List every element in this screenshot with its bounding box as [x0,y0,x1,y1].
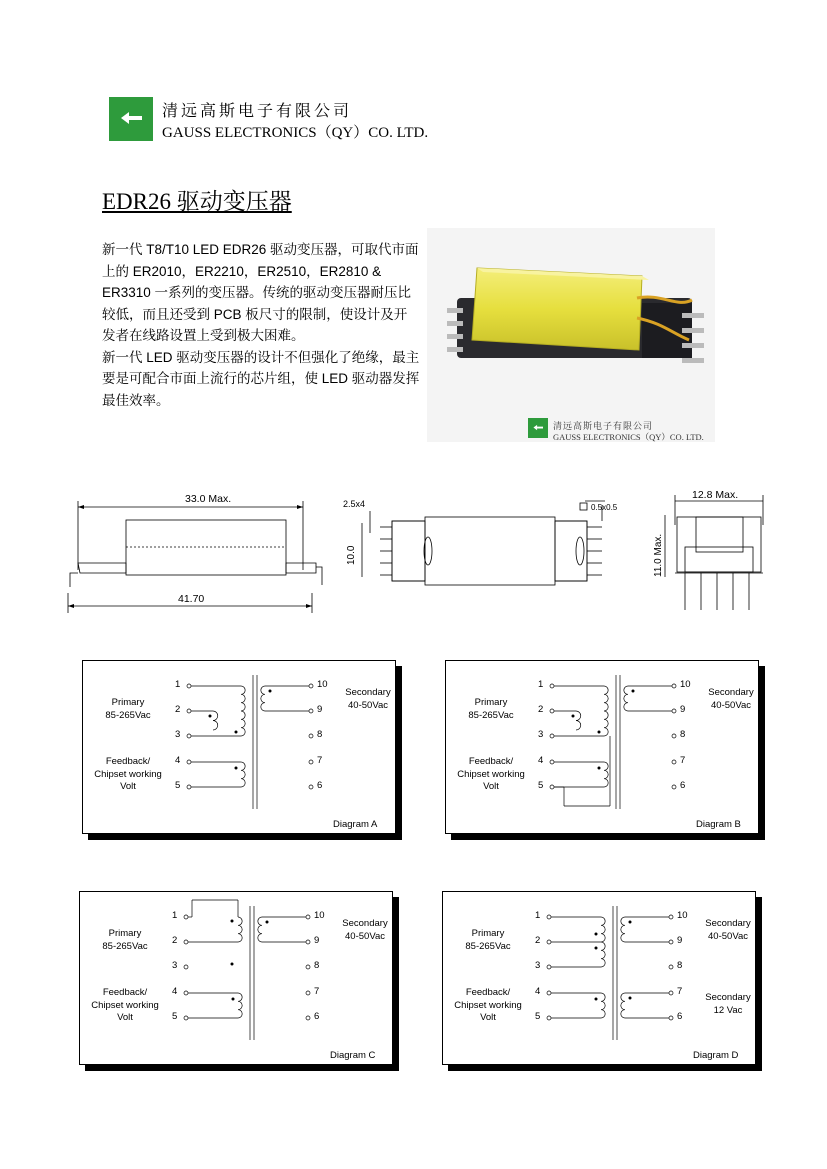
polarity-dot [595,947,598,950]
photo-watermark-en: GAUSS ELECTRONICS（QY）CO. LTD. [553,432,704,442]
pin-number-right: 7 [680,755,686,766]
company-logo [109,97,153,141]
pin-number-left: 2 [538,704,544,715]
winding-coil [604,686,608,736]
polarity-dot [629,997,632,1000]
pin-number-left: 3 [172,960,178,971]
diagram-panel [79,891,393,1065]
pin-number-left: 1 [172,910,178,921]
winding-coil [601,917,605,967]
pin-pitch-dim: 2.5x4 [343,499,366,509]
primary-label-line: Primary [111,697,145,708]
wiring-diagram-d [442,891,764,1073]
primary-label [453,928,523,953]
polarity-dot [235,731,238,734]
intro-text [102,239,420,411]
end-width-dim: 12.8 Max. [692,489,739,501]
secondary-label-line: 40-50Vac [348,699,388,711]
primary-label-line: Primary [471,928,505,939]
pin-number-right: 9 [680,704,686,715]
feedback-label [87,756,169,794]
side-top-dim: 33.0 Max. [185,493,232,505]
primary-label-line: 85-265Vac [105,709,151,721]
winding-coil [624,686,628,711]
secondary-label-line: 40-50Vac [711,699,751,711]
pin-number-right: 8 [317,729,323,740]
polarity-dot [632,690,635,693]
pin-terminal [309,760,313,764]
feedback-label-line: Feedback/ [468,756,514,767]
primary-label-line: Primary [108,928,142,939]
diagram-title: Diagram B [696,819,741,830]
secondary-label-line: Secondary [342,918,388,929]
pin-number-left: 5 [538,780,544,791]
pin-terminal [669,940,673,944]
pin-number-left: 5 [175,780,181,791]
pin-number-right: 8 [677,960,683,971]
polarity-dot [269,690,272,693]
polarity-dot [232,998,235,1001]
secondary-label-line: 40-50Vac [708,930,748,942]
pin-number-right: 9 [677,935,683,946]
primary-label-line: 85-265Vac [102,940,148,952]
side-bottom-dim: 41.70 [178,593,205,605]
feedback-label-line: Volt [480,1012,496,1023]
pin-number-left: 4 [538,755,544,766]
pin-number-left: 2 [175,704,181,715]
pin-number-right: 6 [314,1011,320,1022]
product-photo [427,228,715,442]
pin-number-right: 8 [680,729,686,740]
feedback-label-line: Feedback/ [102,987,148,998]
pin-number-right: 9 [317,704,323,715]
pin-number-right: 10 [317,679,328,690]
winding-coil [241,686,245,736]
wiring-diagram-a [82,660,404,842]
pin-terminal [187,785,191,789]
pin-number-left: 4 [535,986,541,997]
winding-coil [621,993,625,1018]
pin-terminal [550,734,554,738]
pin-number-left: 3 [538,729,544,740]
pin-terminal [672,684,676,688]
intro-paragraph-1: 新一代 T8/T10 LED EDR26 驱动变压器，可取代市面上的 ER2010，ER2210，ER2510，ER2810 & ER3310 一系列的变压器。传统的驱动变压器耐压比较低，而且还受到 PCB 板尺寸的限制，使设计及开发者在线路设置上受到极大困难。 [102,242,419,343]
pin-terminal [187,709,191,713]
primary-label [90,928,160,953]
pin-number-right: 7 [314,986,320,997]
pin-terminal [672,785,676,789]
pin-terminal [306,965,310,969]
winding-coil [576,711,581,730]
pin-terminal [184,940,188,944]
polarity-dot [598,767,601,770]
pin-number-left: 5 [535,1011,541,1022]
transformer-image [427,228,715,442]
feedback-label-line: Chipset working [454,999,522,1011]
polarity-dot [231,920,234,923]
pin-terminal [550,684,554,688]
primary-label [93,697,163,722]
end-height-dim: 11.0 Max. [653,533,664,577]
secondary-label [697,918,759,943]
pin-number-right: 7 [317,755,323,766]
photo-watermark-cn: 清远高斯电子有限公司 [553,422,654,432]
pin-size-dim: 0.5x0.5 [591,503,618,512]
diagram-title: Diagram A [333,819,378,830]
secondary-label [334,918,396,943]
company-name-en: GAUSS ELECTRONICS（QY）CO. LTD. [162,125,429,141]
diagram-panel [442,891,756,1065]
winding-coil [601,993,605,1018]
pin-number-left: 1 [538,679,544,690]
wiring-diagram-c [79,891,401,1073]
pin-terminal [550,709,554,713]
pin-terminal [547,991,551,995]
primary-label-line: 85-265Vac [465,940,511,952]
pin-terminal [547,965,551,969]
feedback-label-line: Volt [117,1012,133,1023]
pin-terminal [309,709,313,713]
pin-terminal [547,1016,551,1020]
pin-terminal [187,734,191,738]
top-view-drawing [340,493,630,593]
winding-coil [621,917,625,942]
polarity-dot [209,715,212,718]
winding-coil [238,917,242,942]
winding-coil [261,686,265,711]
secondary-2-label-line: 12 Vac [713,1004,743,1016]
pin-number-right: 9 [314,935,320,946]
secondary-label-line: Secondary [705,918,751,929]
pin-number-left: 5 [172,1011,178,1022]
pin-number-right: 6 [680,780,686,791]
secondary-label [700,687,762,712]
pin-terminal [309,684,313,688]
arrow-left-icon [528,418,548,438]
pin-terminal [184,991,188,995]
pin-terminal [672,760,676,764]
secondary-label-line: Secondary [345,687,391,698]
pin-number-left: 2 [535,935,541,946]
pin-number-left: 1 [175,679,181,690]
pin-terminal [306,1016,310,1020]
pin-terminal [306,991,310,995]
pin-number-left: 3 [175,729,181,740]
winding-coil [258,917,262,942]
feedback-label [447,987,529,1025]
pin-number-right: 7 [677,986,683,997]
pin-terminal [184,965,188,969]
polarity-dot [266,921,269,924]
polarity-dot [629,921,632,924]
feedback-label-line: Feedback/ [105,756,151,767]
pin-terminal [306,940,310,944]
pin-terminal [184,915,188,919]
pin-terminal [669,965,673,969]
photo-logo [528,418,548,438]
secondary-label [337,687,399,712]
pin-terminal [672,734,676,738]
pin-number-left: 2 [172,935,178,946]
pin-number-left: 4 [175,755,181,766]
pin-terminal [309,785,313,789]
diagram-panel [82,660,396,834]
pin-terminal [672,709,676,713]
winding-coil [604,762,608,787]
arrow-left-icon [109,97,153,141]
primary-label-line: Primary [474,697,508,708]
feedback-label-line: Volt [120,781,136,792]
intro-paragraph-2: 新一代 LED 驱动变压器的设计不但强化了绝缘，最主要是可配合市面上流行的芯片组，使 LED 驱动器发挥最佳效率。 [102,349,420,408]
feedback-label-line: Chipset working [457,768,525,780]
pin-terminal [669,991,673,995]
secondary-label-line: Secondary [708,687,754,698]
secondary-2-label-line: Secondary [705,992,751,1003]
winding-coil [213,711,218,730]
feedback-label-line: Feedback/ [465,987,511,998]
pin-number-right: 10 [680,679,691,690]
pin-terminal [669,1016,673,1020]
side-view-drawing [60,485,330,615]
pin-terminal [547,940,551,944]
wiring-diagram-b [445,660,767,842]
feedback-label [84,987,166,1025]
pin-terminal [184,1016,188,1020]
company-name-cn: 清远高斯电子有限公司 [162,101,353,120]
end-view-drawing [645,485,775,615]
pin-terminal [309,734,313,738]
pin-number-right: 6 [317,780,323,791]
pin-number-left: 1 [535,910,541,921]
pin-number-right: 6 [677,1011,683,1022]
feedback-label-line: Chipset working [94,768,162,780]
polarity-dot [235,767,238,770]
pin-terminal [306,915,310,919]
polarity-dot [598,731,601,734]
pin-terminal [550,785,554,789]
primary-label-line: 85-265Vac [468,709,514,721]
pin-number-left: 3 [535,960,541,971]
page-title: EDR26 驱动变压器 [102,189,292,214]
feedback-label-line: Volt [483,781,499,792]
pin-terminal [547,915,551,919]
polarity-dot [231,963,234,966]
pin-terminal [669,915,673,919]
pin-number-right: 10 [314,910,325,921]
pin-number-left: 4 [172,986,178,997]
pin-terminal [187,760,191,764]
pin-terminal [550,760,554,764]
polarity-dot [595,998,598,1001]
diagram-title: Diagram D [693,1050,739,1061]
polarity-dot [595,933,598,936]
feedback-label [450,756,532,794]
diagram-title: Diagram C [330,1050,376,1061]
height-dim: 10.0 [346,545,357,565]
winding-coil [241,762,245,787]
winding-coil [238,993,242,1018]
polarity-dot [572,715,575,718]
pin-number-right: 8 [314,960,320,971]
primary-label [456,697,526,722]
secondary-label-line: 40-50Vac [345,930,385,942]
feedback-label-line: Chipset working [91,999,159,1011]
pin-number-right: 10 [677,910,688,921]
secondary-2-label [697,992,759,1017]
pin-terminal [187,684,191,688]
diagram-panel [445,660,759,834]
